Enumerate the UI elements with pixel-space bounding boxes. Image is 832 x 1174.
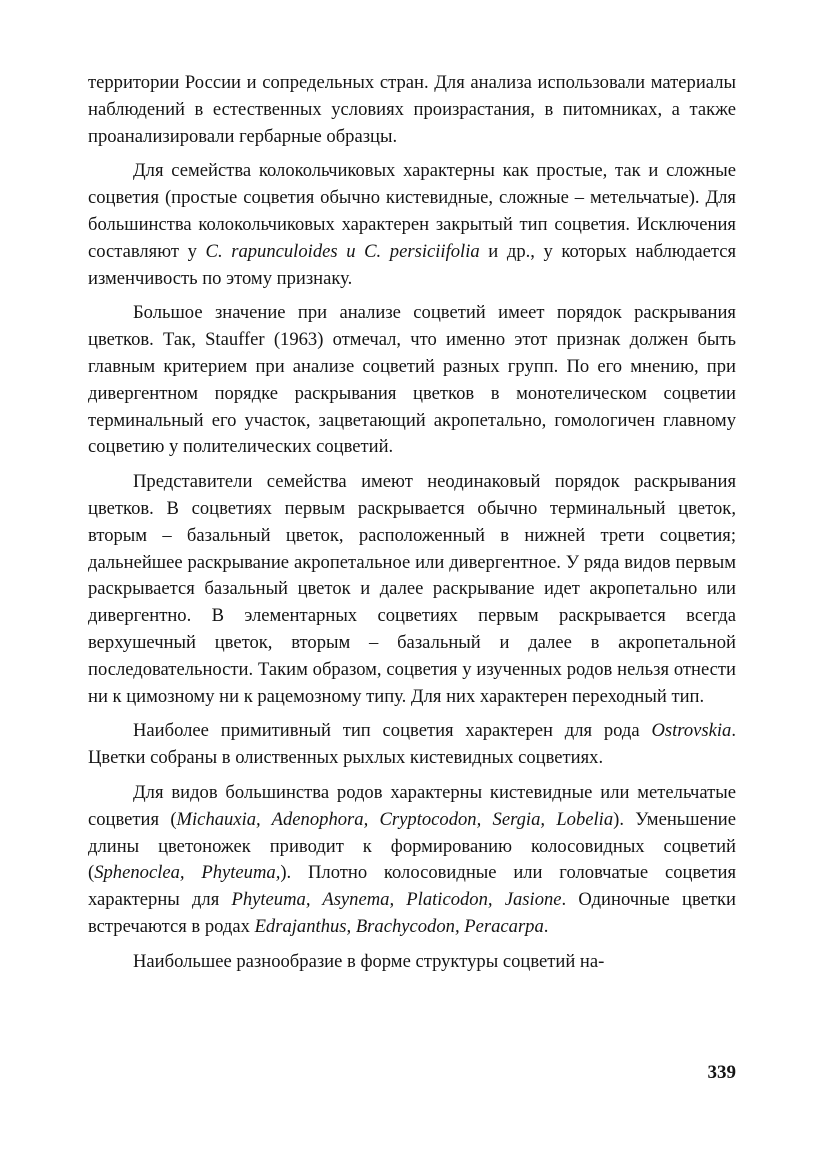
text-run: ). Плотно колосовидные или головчатые соцветия характерны для [88,862,737,911]
text-run: Наиболее примитивный тип соцветия характерен для рода [133,720,652,742]
page-number: 339 [707,1062,736,1083]
italic-run: C. rapunculoides [205,240,338,262]
italic-run: Michauxia, Adenophora, Cryptocodon, Sergia, Lobelia [176,808,614,830]
paragraph [88,780,736,941]
paragraph [88,158,736,292]
italic-run: Phyteuma, Asynema, Platicodon, Jasione [231,889,562,911]
italic-run: и [337,240,365,262]
text-run: Большое значение при анализе соцветий имеет порядок раскрывания цветков. Так, Stauffer (1963) отмечал, что именно этот признак должен быть главным критерием при анализе соцветий разных групп. По его мнению, при дивергентном порядке раскрывания цветков в монотелическом соцветии терминальный его участок, зацветающий акропетально, гомологичен главному соцветию у полителических соцветий. [88,302,736,458]
italic-run: C. persiciifolia [364,240,480,262]
italic-run: Ostrovskia [651,720,732,742]
text-run: Для видов большинства родов характерны кистевидные или метельчатые соцветия ( [88,781,736,830]
text-run: Для семейства колокольчиковых характерны как простые, так и сложные соцветия (простые соцветия обычно кистевидные, сложные – метельчатые). Для большинства колокольчиковых характерен закрытый тип соцветия. Исключения составляют у [88,160,736,262]
text-run: территории России и сопредельных стран. Для анализа использовали материалы наблюдений в естественных условиях произрастания, в питомниках, а также проанализировали гербарные образцы. [88,72,736,147]
text-run: . [543,915,549,937]
paragraph [88,469,736,710]
italic-run: Edrajanthus, Brachycodon, Peracarpa [254,915,544,937]
paragraph [88,718,736,772]
text-run: Наибольшее разнообразие в форме структуры соцветий на- [133,950,605,972]
paragraph [88,70,736,150]
body-text [88,70,736,976]
paragraph [88,300,736,461]
text-run: . Цветки собраны в олиственных рыхлых кистевидных соцветиях. [88,720,736,769]
text-run: Представители семейства имеют неодинаковый порядок раскрывания цветков. В соцветиях первым раскрывается обычно терминальный цветок, вторым – базальный цветок, расположенный в нижней трети соцветия; дальнейшее раскрывание акропетальное или дивергентное. У ряда видов первым раскрывается базальный цветок и далее раскрывание идет акропетально или дивергентно. В элементарных соцветиях первым раскрывается всегда верхушечный цветок, вторым – базальный и далее в акропетальной последовательности. Таким образом, соцветия у изученных родов нельзя отнести ни к цимозному ни к рацемозному типу. Для них характерен переходный тип. [88,471,736,707]
text-run: ). Уменьшение длины цветоножек приводит к формированию колосовидных соцветий ( [88,808,736,884]
italic-run: Sphenoclea, Phyteuma, [94,862,281,884]
text-run: и др., у которых наблюдается изменчивость по этому признаку. [88,240,737,289]
paragraph [88,949,736,976]
text-run: . Одиночные цветки встречаются в родах [88,889,736,937]
